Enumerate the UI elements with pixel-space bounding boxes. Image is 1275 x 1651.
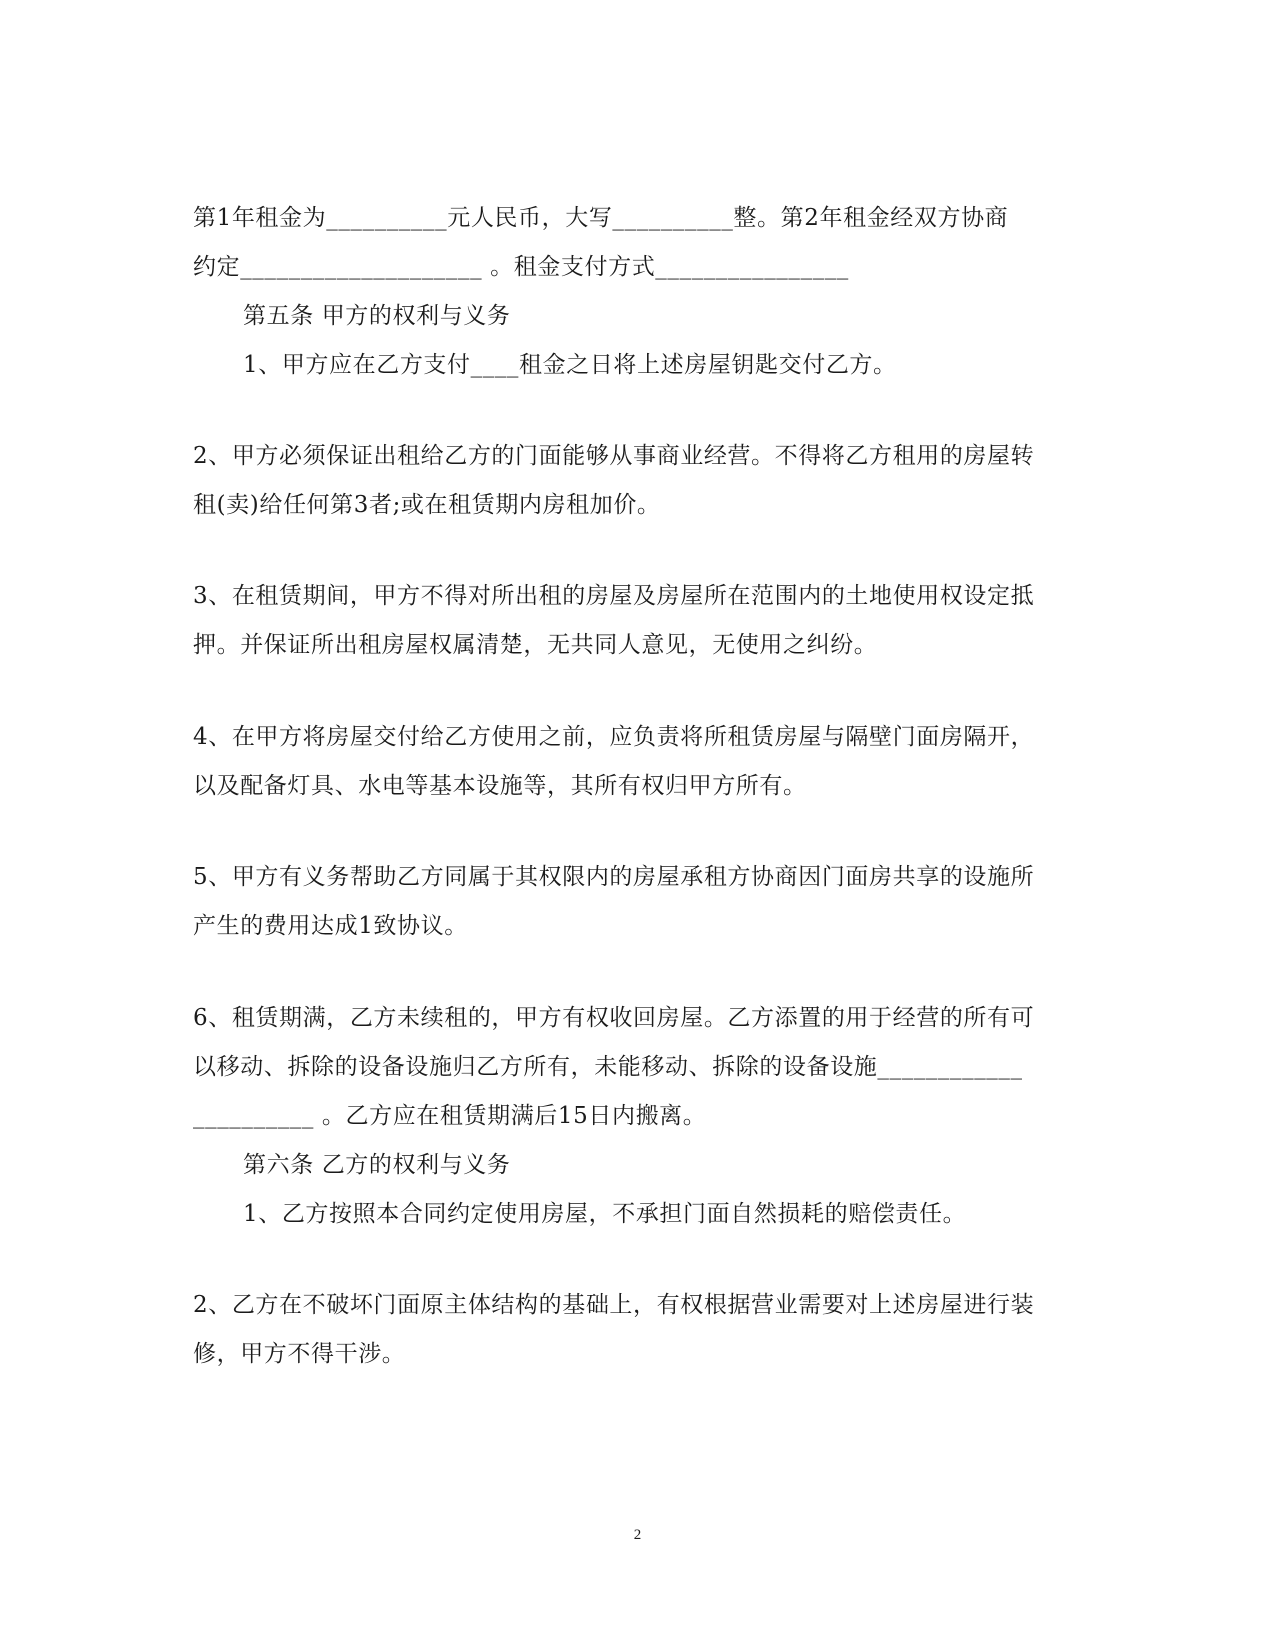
text-line: 约定____________________ 。租金支付方式________________	[193, 254, 849, 280]
clause-text: 以及配备灯具、水电等基本设施等，其所有权归甲方所有。	[193, 773, 807, 799]
clause-text: 2、乙方在不破坏门面原主体结构的基础上，有权根据营业需要对上述房屋进行装	[193, 1292, 1035, 1318]
clause-text: 1、乙方按照本合同约定使用房屋，不承担门面自然损耗的赔偿责任。	[243, 1201, 967, 1227]
clause-text: 以移动、拆除的设备设施归乙方所有，未能移动、拆除的设备设施____________	[193, 1054, 1023, 1080]
clause-text: 5、甲方有义务帮助乙方同属于其权限内的房屋承租方协商因门面房共享的设施所	[193, 864, 1035, 890]
text-line: 第1年租金为__________元人民币，大写__________整。第2年租金经双方协商	[193, 205, 1009, 231]
clause-text: 2、甲方必须保证出租给乙方的门面能够从事商业经营。不得将乙方租用的房屋转	[193, 443, 1035, 469]
clause-text: 押。并保证所出租房屋权属清楚，无共同人意见，无使用之纠纷。	[193, 632, 878, 658]
page-number: 2	[633, 1527, 642, 1543]
clause-text: 1、甲方应在乙方支付____租金之日将上述房屋钥匙交付乙方。	[243, 352, 897, 378]
clause-text: __________ 。乙方应在租赁期满后15日内搬离。	[193, 1103, 707, 1129]
clause-text: 产生的费用达成1致协议。	[193, 913, 468, 939]
clause-text: 租(卖)给任何第3者;或在租赁期内房租加价。	[193, 492, 661, 518]
section-heading: 第五条 甲方的权利与义务	[243, 303, 511, 329]
section-heading: 第六条 乙方的权利与义务	[243, 1152, 511, 1178]
clause-text: 4、在甲方将房屋交付给乙方使用之前，应负责将所租赁房屋与隔壁门面房隔开，	[193, 724, 1035, 750]
clause-text: 6、租赁期满，乙方未续租的，甲方有权收回房屋。乙方添置的用于经营的所有可	[193, 1005, 1035, 1031]
clause-text: 修，甲方不得干涉。	[193, 1341, 406, 1367]
clause-text: 3、在租赁期间，甲方不得对所出租的房屋及房屋所在范围内的土地使用权设定抵	[193, 583, 1035, 609]
